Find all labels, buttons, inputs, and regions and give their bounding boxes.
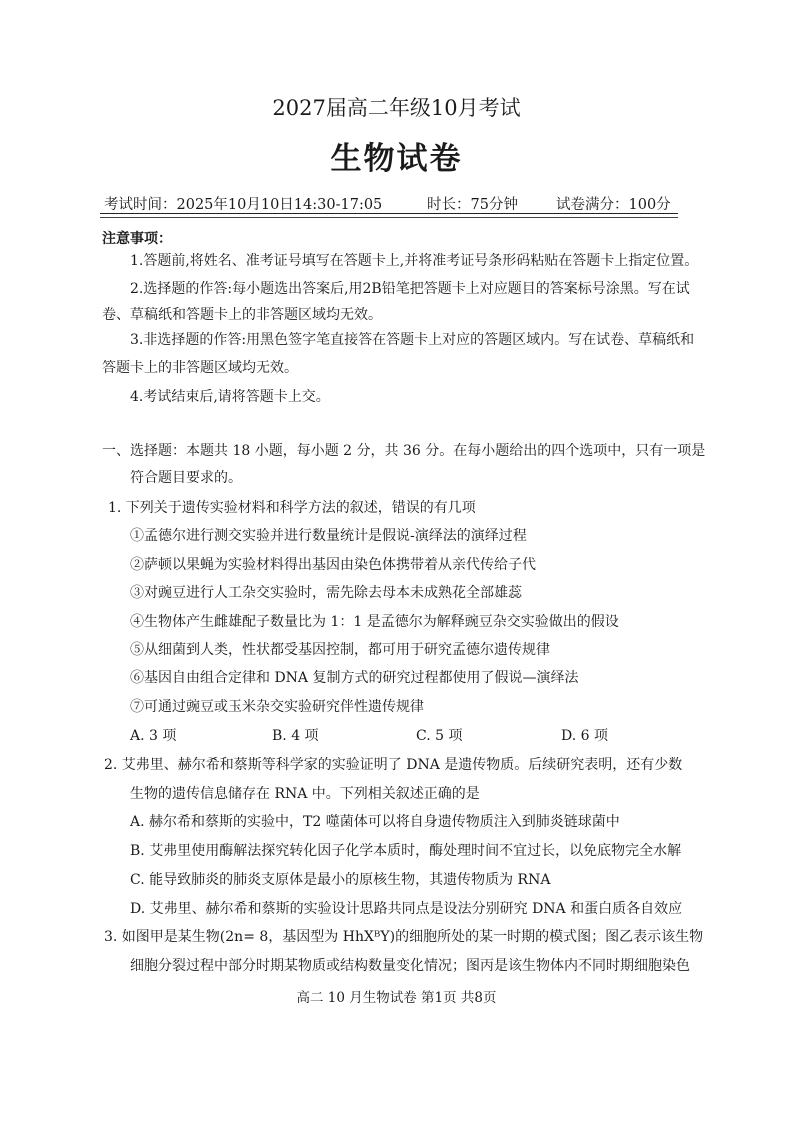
section-heading-cont: 符合题目要求的。 (130, 470, 242, 486)
notice-line: 4.考试结束后,请将答题卡上交。 (130, 389, 330, 405)
question-1-option-b: B. 4 项 (272, 728, 319, 744)
question-1-option-c: C. 5 项 (416, 728, 463, 744)
notice-line: 答题卡上的非答题区域均无效。 (102, 360, 298, 376)
notice-line: 2.选择题的作答:每小题选出答案后,用2B铅笔把答题卡上对应题目的答案标号涂黑。写在试 (130, 281, 690, 297)
question-2-option-b: B. 艾弗里使用酶解法探究转化因子化学本质时，酶处理时间不宜过长，以免底物完全水解 (130, 843, 682, 859)
question-3-stem-cont: 细胞分裂过程中部分时期某物质或结构数量变化情况；图丙是该生物体内不同时期细胞染色 (130, 958, 690, 974)
header-rule-secondary (100, 217, 678, 218)
question-3-stem: 3. 如图甲是某生物(2n= 8，基因型为 HhXᴮY)的细胞所处的某一时期的模式图；图乙表示该生物 (104, 929, 704, 945)
notice-line: 1.答题前,将姓名、准考证号填写在答题卡上,并将准考证号条形码粘贴在答题卡上指定位置。 (130, 253, 699, 269)
question-1-item: ④生物体产生雌雄配子数量比为 1：1 是孟德尔为解释豌豆杂交实验做出的假设 (130, 614, 619, 630)
header-rule (100, 213, 678, 214)
question-1-item: ①孟德尔进行测交实验并进行数量统计是假说-演绎法的演绎过程 (130, 528, 527, 544)
page-footer: 高二 10 月生物试卷 第1页 共8页 (296, 990, 497, 1006)
notice-heading: 注意事项： (102, 231, 172, 247)
notice-line: 3.非选择题的作答:用黑色签字笔直接答在答题卡上对应的答题区域内。写在试卷、草稿纸和 (130, 332, 695, 348)
notice-line: 卷、草稿纸和答题卡上的非答题区域均无效。 (102, 307, 382, 323)
question-1-stem: 1. 下列关于遗传实验材料和科学方法的叙述，错误的有几项 (108, 500, 476, 516)
question-1-item: ⑦可通过豌豆或玉米杂交实验研究伴性遗传规律 (130, 699, 424, 715)
question-1-item: ②萨顿以果蝇为实验材料得出基因由染色体携带着从亲代传给子代 (130, 557, 536, 573)
section-heading: 一、选择题：本题共 18 小题，每小题 2 分，共 36 分。在每小题给出的四个选项中，只有一项是 (102, 443, 706, 459)
exam-time: 考试时间：2025年10月10日14:30-17:05 (104, 197, 383, 213)
question-2-option-d: D. 艾弗里、赫尔希和蔡斯的实验设计思路共同点是设法分别研究 DNA 和蛋白质各自效应 (130, 901, 683, 917)
subject-title: 生物试卷 (330, 141, 463, 177)
exam-duration: 时长：75分钟 (427, 197, 518, 213)
full-score: 试卷满分：100分 (556, 197, 671, 213)
question-1-item: ⑥基因自由组合定律和 DNA 复制方式的研究过程都使用了假说—演绎法 (130, 670, 579, 686)
question-1-option-d: D. 6 项 (561, 728, 608, 744)
question-1-item: ⑤从细菌到人类，性状都受基因控制，都可用于研究孟德尔遗传规律 (130, 642, 550, 658)
question-1-option-a: A. 3 项 (130, 728, 177, 744)
question-2-option-c: C. 能导致肺炎的肺炎支原体是最小的原核生物，其遗传物质为 RNA (130, 872, 551, 888)
question-2-stem: 2. 艾弗里、赫尔希和蔡斯等科学家的实验证明了 DNA 是遗传物质。后续研究表明，还有少数 (104, 757, 683, 773)
exam-title: 2027届高二年级10月考试 (272, 96, 521, 120)
question-1-item: ③对豌豆进行人工杂交实验时，需先除去母本未成熟花全部雄蕊 (130, 585, 522, 601)
question-2-option-a: A. 赫尔希和蔡斯的实验中，T2 噬菌体可以将自身遗传物质注入到肺炎链球菌中 (130, 814, 620, 830)
question-2-stem-cont: 生物的遗传信息储存在 RNA 中。下列相关叙述正确的是 (130, 786, 480, 802)
